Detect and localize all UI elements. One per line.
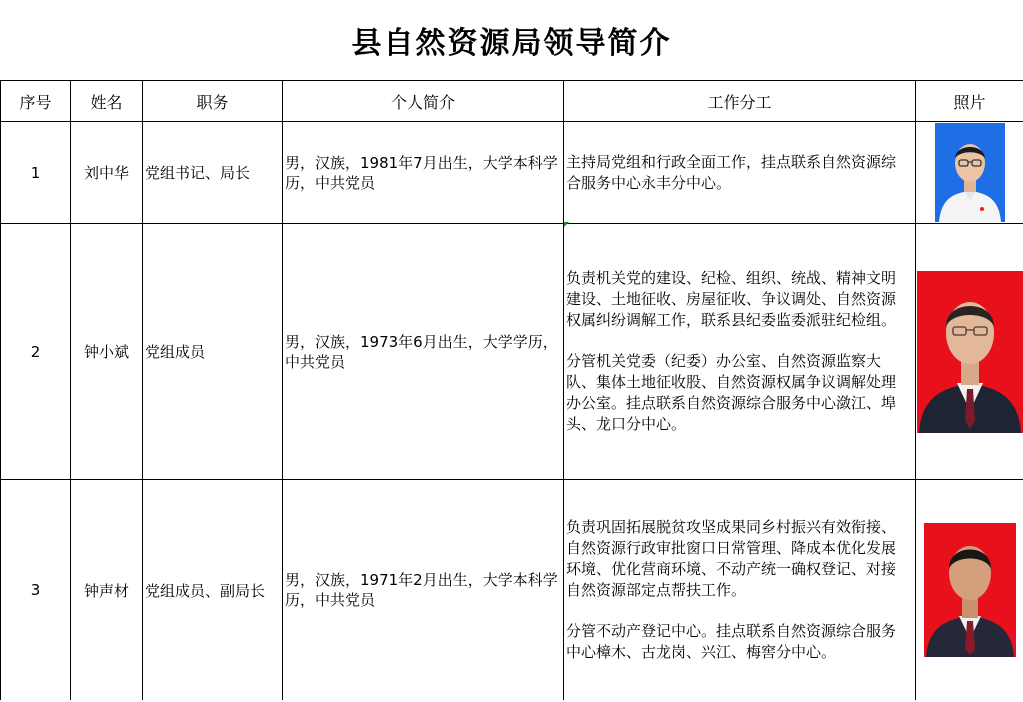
header-cell-no: 序号 [1, 81, 71, 122]
row-position: 党组书记、局长 [143, 122, 283, 224]
header-cell-duty: 工作分工 [564, 81, 916, 122]
header-cell-bio: 个人简介 [283, 81, 564, 122]
row-photo-cell [916, 122, 1023, 224]
table-row [1, 480, 1023, 701]
row-position: 党组成员 [143, 224, 283, 480]
row-bio: 男，汉族，1971年2月出生，大学本科学历，中共党员 [283, 480, 564, 701]
row-photo-cell [916, 480, 1023, 701]
duty-paragraph: 分管不动产登记中心。挂点联系自然资源综合服务中心樟木、古龙岗、兴江、梅窖分中心。 [566, 622, 897, 661]
header-cell-name: 姓名 [71, 81, 143, 122]
page-title: 县自然资源局领导简介 [351, 26, 672, 61]
header-row [1, 81, 1023, 122]
duty-paragraph: 负责机关党的建设、纪检、组织、统战、精神文明建设、土地征收、房屋征收、争议调处、自然资源权属纠纷调解工作，联系县纪委监委派驻纪检组。 [566, 269, 897, 329]
portrait-photo [917, 271, 1023, 433]
duty-paragraph: 负责巩固拓展脱贫攻坚成果同乡村振兴有效衔接、自然资源行政审批窗口日常管理、降成本优化发展环境、优化营商环境、不动产统一确权登记、对接自然资源部定点帮扶工作。 [566, 518, 897, 599]
row-number: 3 [1, 480, 71, 701]
row-position: 党组成员、副局长 [143, 480, 283, 701]
table-row [1, 224, 1023, 480]
row-photo-cell [916, 224, 1023, 480]
table-row [1, 122, 1023, 224]
row-name: 刘中华 [71, 122, 143, 224]
row-number: 2 [1, 224, 71, 480]
row-duty [564, 224, 916, 480]
cell-comment-marker [564, 222, 569, 227]
portrait-photo [924, 523, 1016, 657]
row-name: 钟声材 [71, 480, 143, 701]
row-duty [564, 122, 916, 224]
header-cell-photo: 照片 [916, 81, 1023, 122]
row-duty [564, 480, 916, 701]
row-bio: 男，汉族，1973年6月出生，大学学历，中共党员 [283, 224, 564, 480]
duty-paragraph: 主持局党组和行政全面工作，挂点联系自然资源综合服务中心永丰分中心。 [566, 152, 897, 192]
row-number: 1 [1, 122, 71, 224]
row-bio: 男，汉族，1981年7月出生，大学本科学历，中共党员 [283, 122, 564, 224]
header-cell-position: 职务 [143, 81, 283, 122]
duty-paragraph: 分管机关党委（纪委）办公室、自然资源监察大队、集体土地征收股、自然资源权属争议调解处理办公室。挂点联系自然资源综合服务中心潋江、埠头、龙口分中心。 [566, 352, 897, 433]
row-name: 钟小斌 [71, 224, 143, 480]
leaders-table [0, 80, 1023, 700]
portrait-photo [935, 123, 1005, 222]
